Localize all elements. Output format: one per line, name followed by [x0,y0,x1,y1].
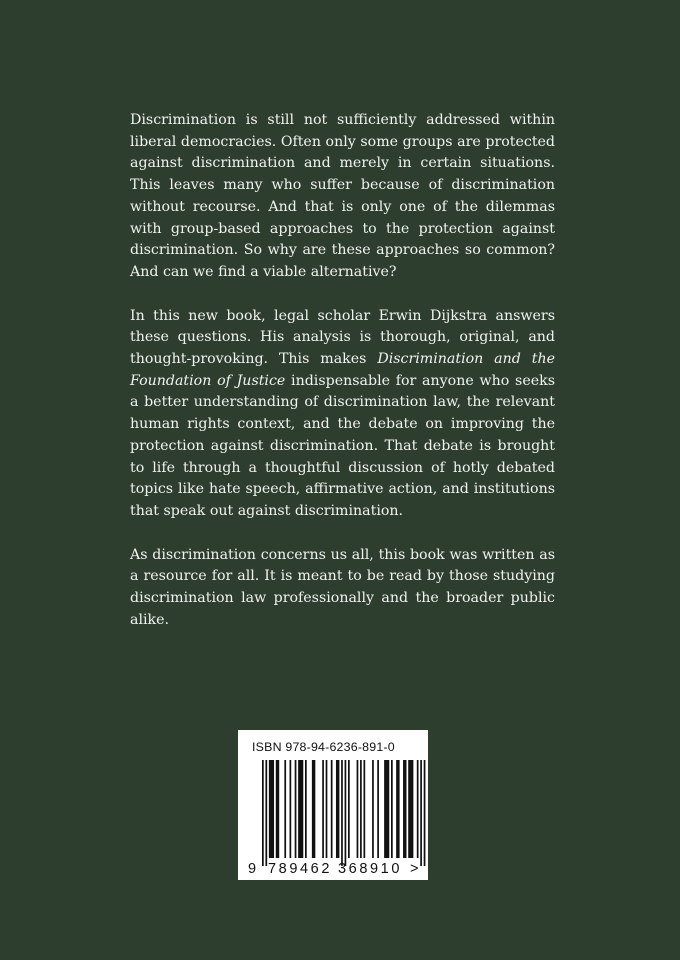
barcode-bar-27 [417,760,419,858]
blurb-text [130,110,555,653]
barcode-bar-25 [403,760,406,858]
barcode-quiet-zone-mark: > [410,861,419,877]
barcode-bar-12 [331,760,333,858]
barcode-bar-28 [420,760,422,866]
isbn-label: ISBN 978-94-6236-891-0 [252,740,395,754]
barcode-bar-3 [276,760,279,858]
barcode-bar-19 [363,760,365,858]
book-title-italic: Discrimination and the Foundation of Justice [130,351,555,389]
blurb-paragraph-1: Discrimination is still not sufficiently addressed within liberal democracies. Often only some groups are protected against discrimination and merely in certain situations. This leaves many who suffer because of discrimination without recourse. And that is only one of the dilemmas with group-based approaches to the protection against discrimination. So why are these approaches so common? And can we find a viable alternative? [130,112,555,280]
barcode-bar-21 [377,760,379,858]
barcode-bar-7 [298,760,303,858]
barcode-left-digits: 789462 [268,861,332,877]
barcode-lead-digit: 9 [248,861,257,877]
barcode-bar-13 [336,760,339,858]
barcode-bar-8 [305,760,307,858]
barcode-bar-9 [312,760,315,858]
barcode-bar-1 [265,760,267,866]
barcode-bar-18 [360,760,362,858]
barcode-bar-20 [372,760,374,858]
blurb-paragraph-2-lead: In this new book, legal scholar Erwin Dijkstra answers these questions. His analysis is thorough, original, and thought-provoking. This makes [130,307,555,368]
barcode-bar-24 [396,760,399,858]
barcode-graphic [238,730,428,880]
barcode-bar-15 [345,760,347,866]
barcode-right-digits: 368910 [338,861,402,877]
barcode-bar-22 [384,760,389,858]
isbn-barcode [238,730,428,880]
blurb-paragraph-2-rest: indispensable for anyone who seeks a better understanding of discrimination law, the relevant human rights context, and the debate on improving the protection against discrimination. That debate is brought to life through a thoughtful discussion of hotly debated topics like hate speech, affirmative action, and institutions that speak out against discrimination. [130,372,556,519]
barcode-bar-29 [424,760,426,866]
barcode-bar-26 [408,760,413,858]
barcode-bar-6 [295,760,297,858]
blurb-paragraph-3: As discrimination concerns us all, this book was written as a resource for all. It is meant to be read by those studying discrimination law professionally and the broader public alike. [130,546,555,628]
barcode-bar-16 [348,760,350,858]
barcode-bar-11 [326,760,328,858]
barcode-bar-5 [290,760,292,858]
barcode-bar-0 [262,760,264,866]
barcode-bar-2 [269,760,274,858]
barcode-bar-23 [391,760,393,858]
barcode-bar-17 [357,760,359,858]
barcode-bar-14 [341,760,343,866]
barcode-bar-10 [322,760,324,858]
barcode-bars [262,760,425,866]
barcode-bar-4 [284,760,286,858]
blurb-paragraph-2 [130,306,555,523]
